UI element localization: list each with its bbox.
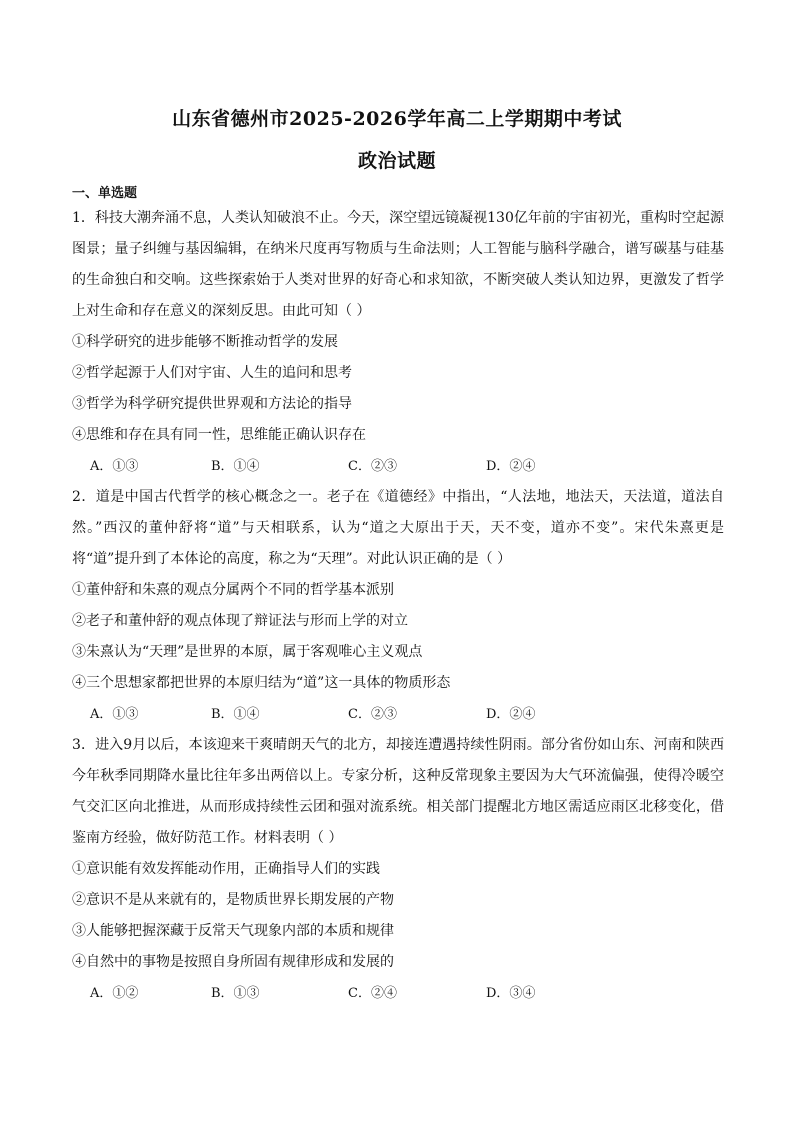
statement-option: ④思维和存在具有同一性，思维能正确认识存在 — [72, 427, 366, 443]
answer-choices — [72, 699, 724, 730]
choice-b: B．①④ — [211, 707, 260, 722]
question-2 — [72, 482, 724, 730]
choice-a: A．①③ — [90, 459, 139, 474]
choice-b: B．①③ — [211, 986, 260, 1001]
choice-c: C．②③ — [348, 707, 397, 722]
choice-c: C．②③ — [348, 459, 397, 474]
statement-option: ①科学研究的进步能够不断推动哲学的发展 — [72, 334, 338, 350]
choice-d: D．②④ — [486, 459, 536, 474]
question-stem: 3．进入9月以后，本该迎来干爽晴朗天气的北方，却接连遭遇持续性阴雨。部分省份如山东、河南和陕西今年秋季同期降水量比往年多出两倍以上。专家分析，这种反常现象主要因为大气环流偏强，使得冷暖空气交汇区向北推进，从而形成持续性云团和强对流系统。相关部门提醒北方地区需适应雨区北移变化，借鉴南方经验，做好防范工作。材料表明（ ） — [72, 737, 724, 846]
answer-choices — [72, 978, 724, 1009]
choice-b: B．①④ — [211, 459, 260, 474]
exam-subject: 政治试题 — [357, 150, 436, 172]
choice-c: C．②④ — [348, 986, 397, 1001]
statement-option: ④自然中的事物是按照自身所固有规律形成和发展的 — [72, 954, 394, 970]
choice-a: A．①③ — [90, 707, 139, 722]
statement-option: ②老子和董仲舒的观点体现了辩证法与形而上学的对立 — [72, 613, 408, 629]
choice-d: D．②④ — [486, 707, 536, 722]
statement-option: ③哲学为科学研究提供世界观和方法论的指导 — [72, 396, 352, 412]
statement-option: ②哲学起源于人们对宇宙、人生的追问和思考 — [72, 365, 352, 381]
question-1 — [72, 203, 724, 482]
statement-option: ①董仲舒和朱熹的观点分属两个不同的哲学基本派别 — [72, 582, 394, 598]
question-3 — [72, 730, 724, 1009]
choice-d: D．③④ — [486, 986, 536, 1001]
choice-a: A．①② — [90, 986, 139, 1001]
statement-option: ①意识能有效发挥能动作用，正确指导人们的实践 — [72, 861, 380, 877]
question-stem: 1．科技大潮奔涌不息，人类认知破浪不止。今天，深空望远镜凝视130亿年前的宇宙初光，重构时空起源图景；量子纠缠与基因编辑，在纳米尺度再写物质与生命法则；人工智能与脑科学融合，谱写碳基与硅基的生命独白和交响。这些探索始于人类对世界的好奇心和求知欲，不断突破人类认知边界，更激发了哲学上对生命和存在意义的深刻反思。由此可知（ ） — [72, 210, 724, 319]
exam-title: 山东省德州市2025-2026学年高二上学期期中考试 — [172, 108, 622, 130]
question-list — [72, 203, 724, 1009]
statement-option: ②意识不是从来就有的，是物质世界长期发展的产物 — [72, 892, 394, 908]
section-heading: 一、单选题 — [72, 186, 138, 201]
statement-option: ③人能够把握深藏于反常天气现象内部的本质和规律 — [72, 923, 394, 939]
answer-choices — [72, 451, 724, 482]
statement-option: ③朱熹认为“天理”是世界的本原，属于客观唯心主义观点 — [72, 644, 423, 660]
statement-option: ④三个思想家都把世界的本原归结为“道”这一具体的物质形态 — [72, 675, 451, 691]
question-stem: 2．道是中国古代哲学的核心概念之一。老子在《道德经》中指出，“人法地，地法天，天法道，道法自然。”西汉的董仲舒将“道”与天相联系，认为“道之大原出于天，天不变，道亦不变”。宋代朱熹更是将“道”提升到了本体论的高度，称之为“天理”。对此认识正确的是（ ） — [72, 489, 724, 567]
